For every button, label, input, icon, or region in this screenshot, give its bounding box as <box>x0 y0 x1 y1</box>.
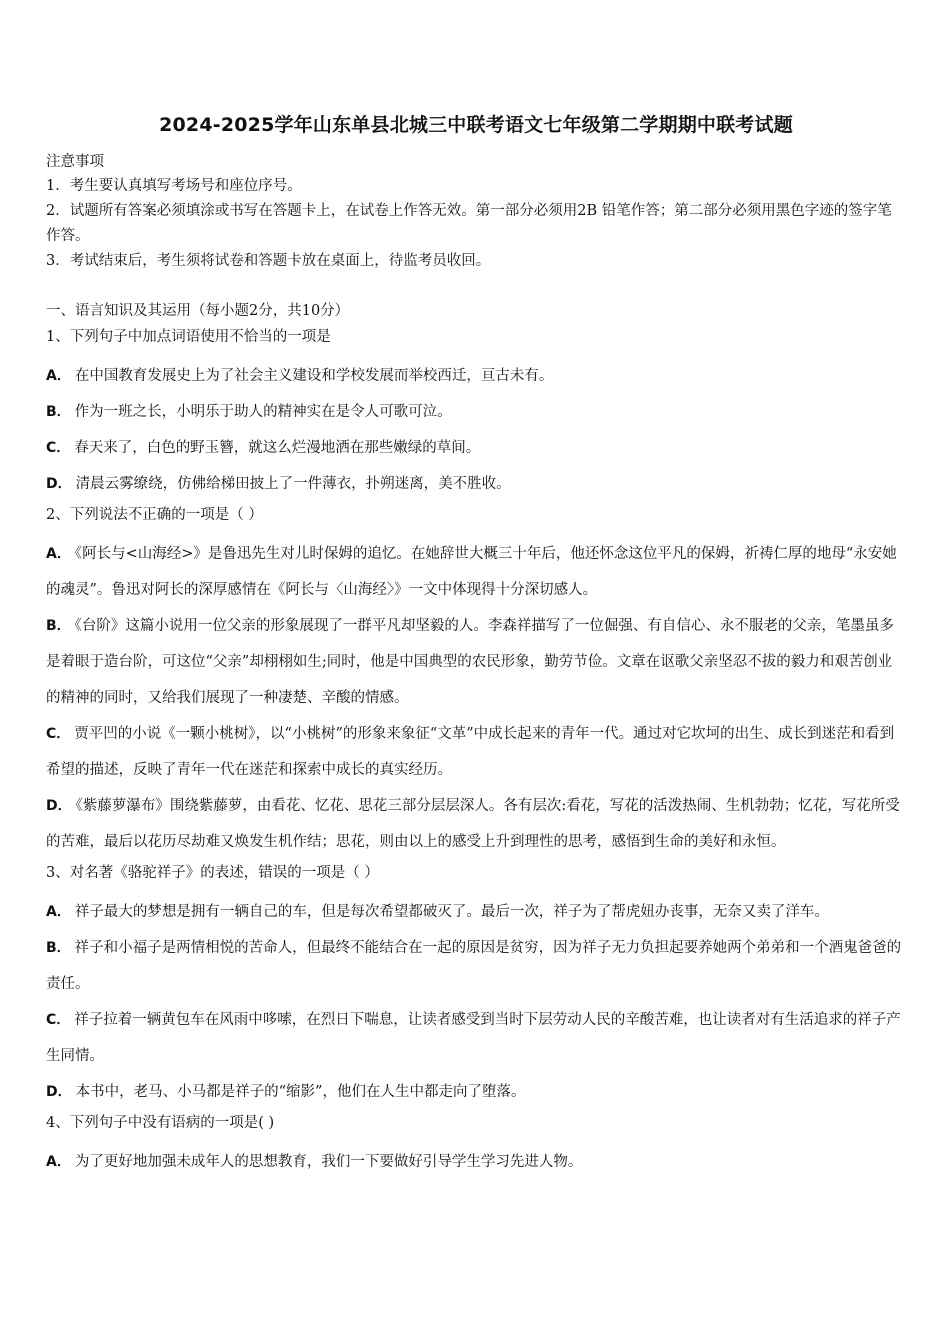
notice-item: 3．考试结束后，考生须将试卷和答题卡放在桌面上，待监考员收回。 <box>46 253 491 269</box>
option-b <box>46 394 906 430</box>
option-text: 春天来了，白色的野玉簪，就这么烂漫地洒在那些嫩绿的草间。 <box>74 440 481 456</box>
option-text: 为了更好地加强未成年人的思想教育，我们一下要做好引导学生学习先进人物。 <box>74 1154 583 1170</box>
question-stem: 1、下列句子中加点词语使用不恰当的一项是 <box>46 329 331 345</box>
option-text: 祥子和小福子是两情相悦的苦命人，但最终不能结合在一起的原因是贫穷，因为祥子无力负担起要养她两个弟弟和一个酒鬼爸爸的责任。 <box>46 940 902 992</box>
option-letter: A． <box>46 546 71 562</box>
spacer <box>46 274 906 298</box>
option-text: 清晨云雾缭绕，仿佛给梯田披上了一件薄衣，扑朔迷离，美不胜收。 <box>75 476 511 492</box>
option-letter: A． <box>46 368 71 384</box>
option-text: 祥子最大的梦想是拥有一辆自己的车，但是每次希望都破灭了。最后一次，祥子为了帮虎妞办丧事，无奈又卖了洋车。 <box>74 904 829 920</box>
exam-title: 2024-2025学年山东单县北城三中联考语文七年级第二学期期中联考试题 <box>159 114 793 136</box>
option-letter: C． <box>46 726 71 742</box>
option-c <box>46 1002 906 1074</box>
option-text: 本书中，老马、小马都是祥子的“缩影”，他们在人生中都走向了堕落。 <box>75 1084 526 1100</box>
question-3 <box>46 860 906 1110</box>
section-heading: 一、语言知识及其运用（每小题2分，共10分） <box>46 303 350 319</box>
question-4 <box>46 1110 906 1180</box>
question-1 <box>46 324 906 502</box>
option-b <box>46 930 906 1002</box>
option-letter: D． <box>46 798 72 814</box>
option-text: 《台阶》这篇小说用一位父亲的形象展现了一群平凡却坚毅的人。李森祥描写了一位倔强、有自信心、永不服老的父亲，笔墨虽多是着眼于造台阶，可这位“父亲”却栩栩如生;同时，他是中国典型的农民形象，勤劳节俭。文章在讴歌父亲坚忍不拔的毅力和艰苦创业的精神的同时，又给我们展现了一种凄楚、辛酸的情感。 <box>46 618 894 706</box>
option-letter: B． <box>46 404 71 420</box>
option-text: 《阿长与<山海经>》是鲁迅先生对儿时保姆的追忆。在她辞世大概三十年后，他还怀念这位平凡的保姆，祈祷仁厚的地母“永安她的魂灵”。鲁迅对阿长的深厚感情在《阿长与〈山海经〉》一文中体现得十分深切感人。 <box>46 546 897 598</box>
question-stem: 4、下列句子中没有语病的一项是( ) <box>46 1115 275 1131</box>
option-a <box>46 894 906 930</box>
option-letter: B． <box>46 940 71 956</box>
option-letter: D． <box>46 1084 72 1100</box>
question-stem: 3、对名著《骆驼祥子》的表述，错误的一项是（ ） <box>46 865 379 881</box>
option-text: 贾平凹的小说《一颗小桃树》，以“小桃树”的形象来象征“文革”中成长起来的青年一代。通过对它坎坷的出生、成长到迷茫和看到希望的描述，反映了青年一代在迷茫和探索中成长的真实经历。 <box>46 726 895 778</box>
notice-block <box>46 150 906 274</box>
option-text: 《紫藤萝瀑布》围绕紫藤萝，由看花、忆花、思花三部分层层深人。各有层次:看花，写花的活泼热闹、生机勃勃；忆花，写花所受的苦难，最后以花历尽劫难又焕发生机作结；思花，则由以上的感受上升到理性的思考，感悟到生命的美好和永恒。 <box>46 798 900 850</box>
notice-item: 1．考生要认真填写考场号和座位序号。 <box>46 178 302 194</box>
option-letter: A． <box>46 1154 71 1170</box>
option-c <box>46 716 906 788</box>
notice-heading: 注意事项 <box>46 154 104 170</box>
exam-page <box>46 110 906 1180</box>
question-2 <box>46 502 906 860</box>
option-b <box>46 608 906 716</box>
option-a <box>46 536 906 608</box>
option-d <box>46 1074 906 1110</box>
option-letter: A． <box>46 904 71 920</box>
option-letter: C． <box>46 1012 71 1028</box>
option-d <box>46 466 906 502</box>
option-a <box>46 358 906 394</box>
question-stem: 2、下列说法不正确的一项是（ ） <box>46 507 263 523</box>
option-text: 在中国教育发展史上为了社会主义建设和学校发展而举校西迁，亘古未有。 <box>74 368 554 384</box>
option-text: 作为一班之长，小明乐于助人的精神实在是令人可歌可泣。 <box>74 404 452 420</box>
option-c <box>46 430 906 466</box>
option-d <box>46 788 906 860</box>
option-a <box>46 1144 906 1180</box>
option-text: 祥子拉着一辆黄包车在风雨中哆嗦，在烈日下喘息，让读者感受到当时下层劳动人民的辛酸苦难，也让读者对有生活追求的祥子产生同情。 <box>46 1012 901 1064</box>
notice-item: 2．试题所有答案必须填涂或书写在答题卡上，在试卷上作答无效。第一部分必须用2B 铅笔作答；第二部分必须用黑色字迹的签字笔作答。 <box>46 203 892 244</box>
option-letter: D． <box>46 476 72 492</box>
option-letter: C． <box>46 440 71 456</box>
option-letter: B． <box>46 618 71 634</box>
